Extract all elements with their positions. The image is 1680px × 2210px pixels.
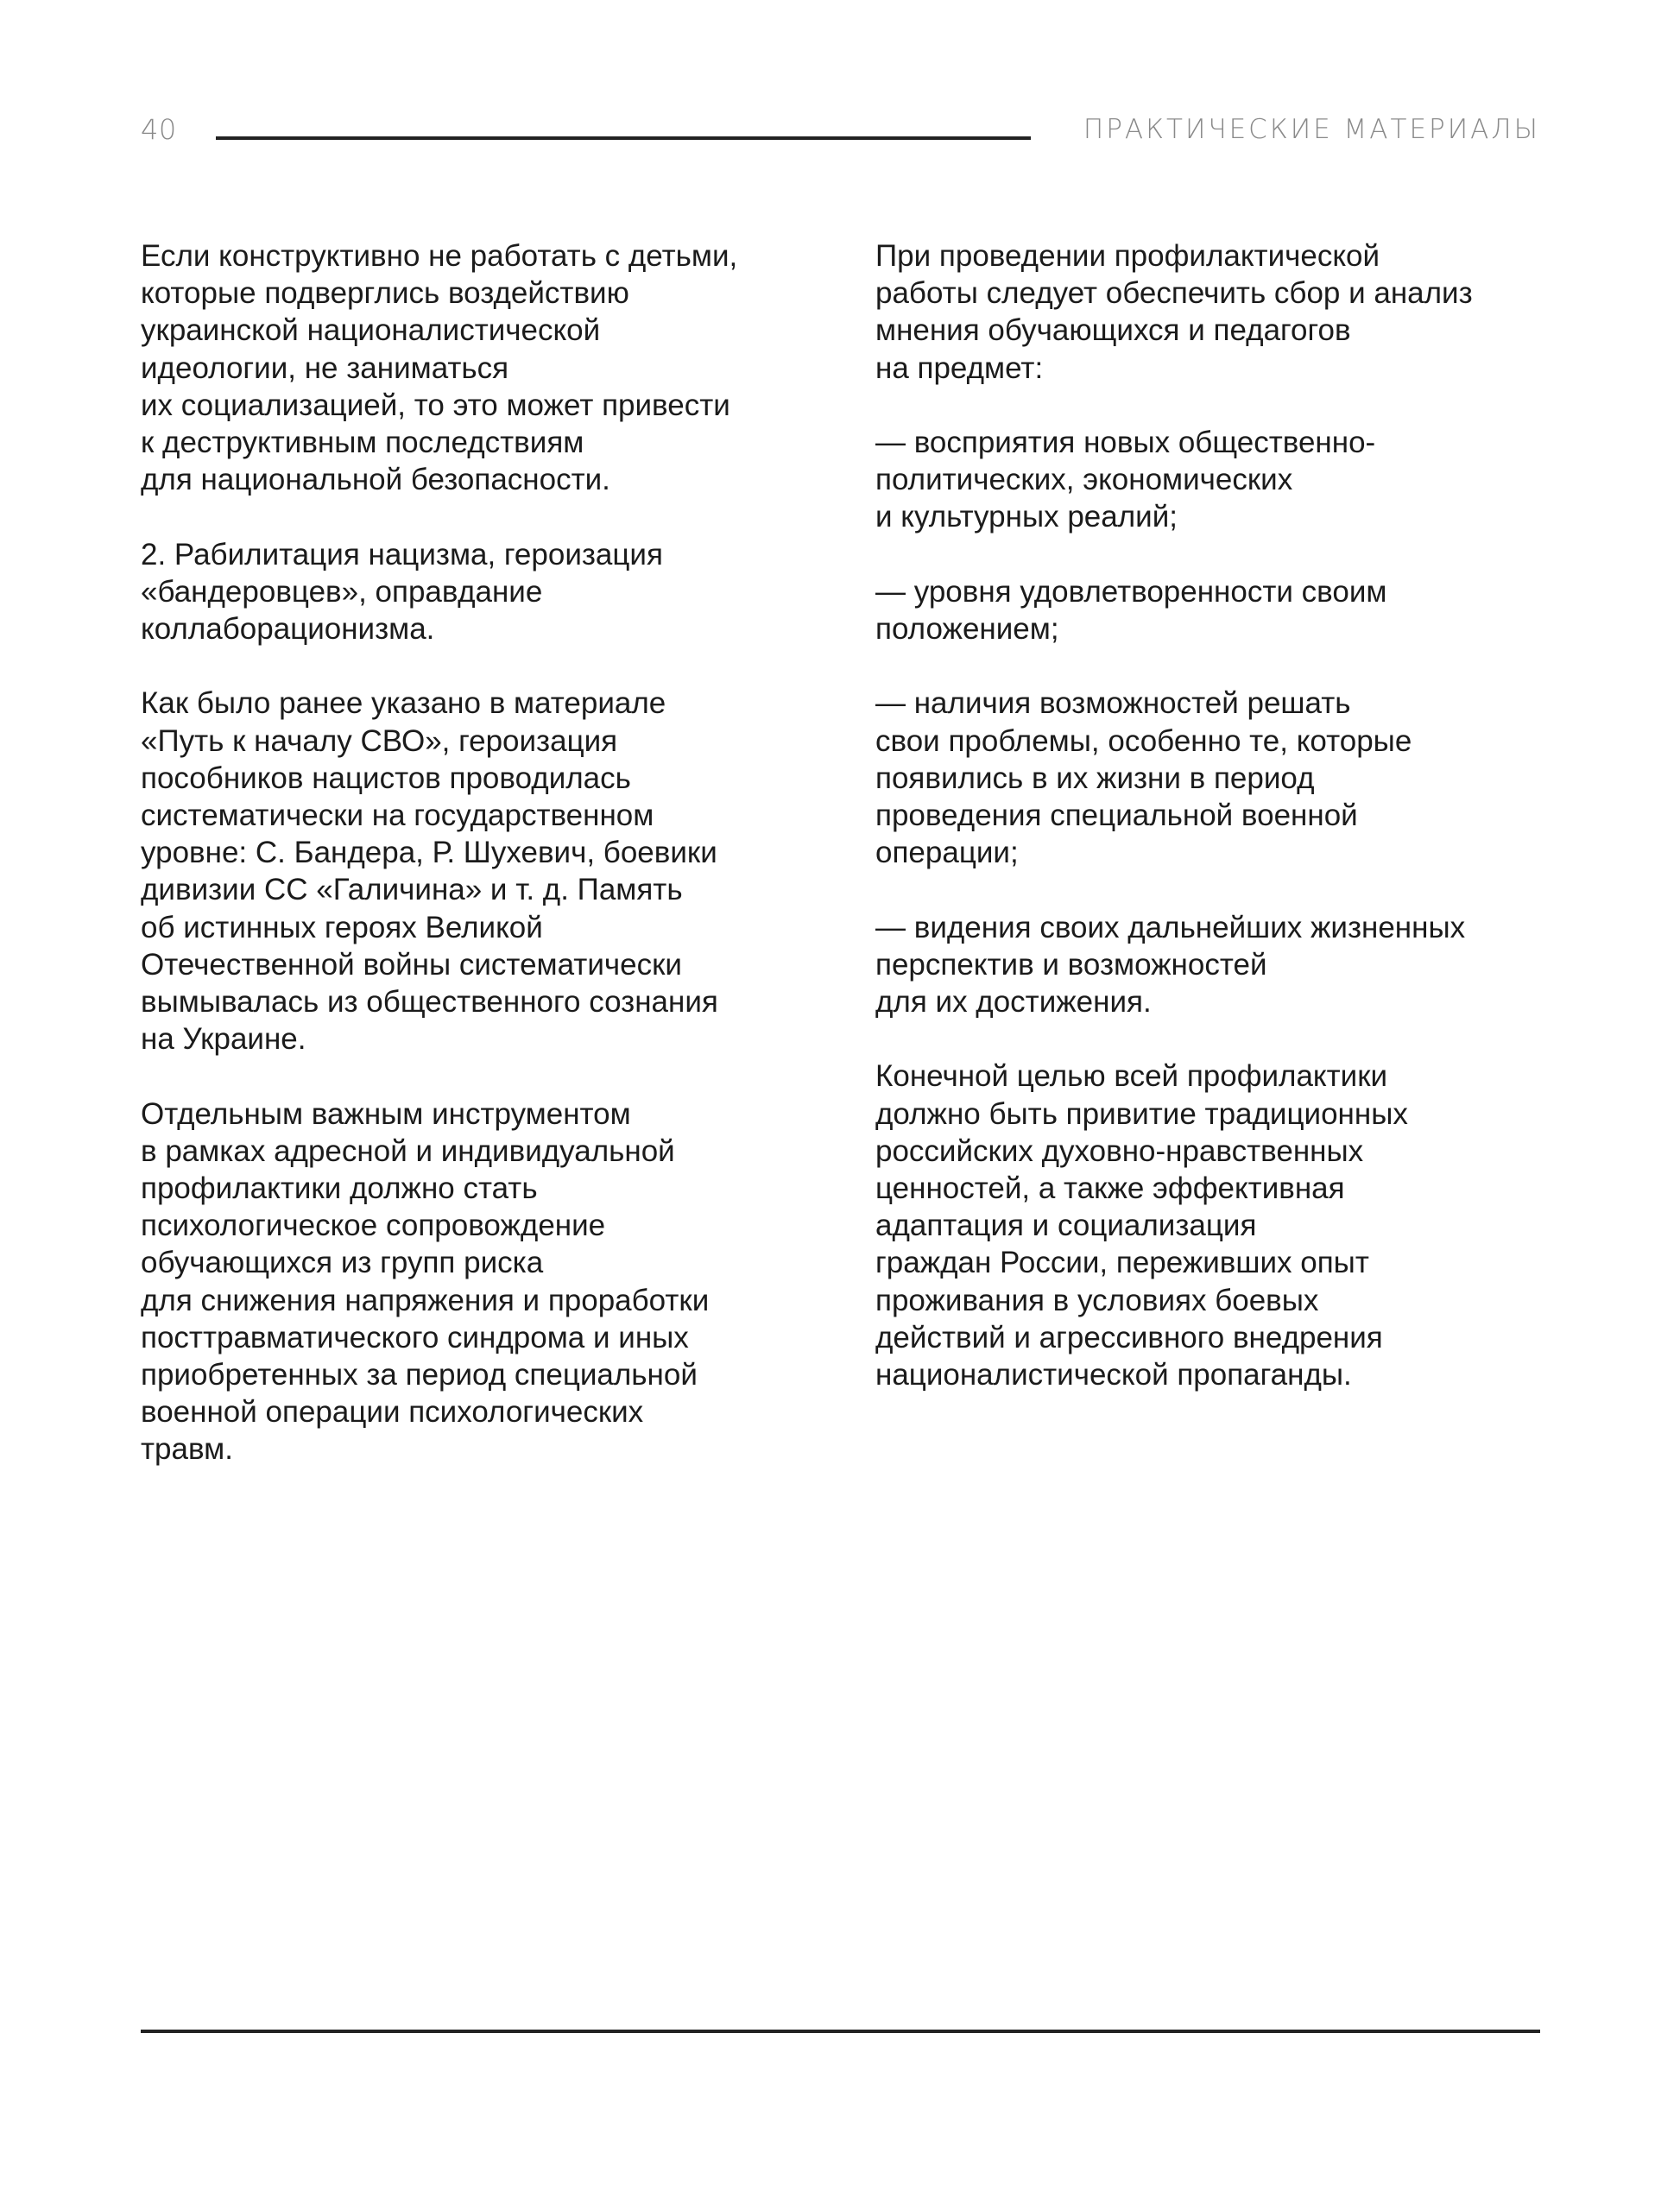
- text-line: об истинных героях Великой: [141, 910, 543, 944]
- text-line: на Украине.: [141, 1022, 306, 1057]
- text-line: психологическое сопровождение: [141, 1209, 606, 1243]
- page-header: [0, 0, 1680, 173]
- paragraph: [141, 685, 831, 1058]
- text-line: украинской националистической: [141, 313, 601, 348]
- list-item: [875, 424, 1566, 536]
- header-divider: [216, 136, 1031, 140]
- list-item: [875, 909, 1566, 1021]
- text-line: мнения обучающихся и педагогов: [875, 313, 1351, 348]
- text-line: на предмет:: [875, 350, 1044, 385]
- text-line: перспектив и возможностей: [875, 947, 1267, 982]
- paragraph: [141, 536, 831, 648]
- text-line: российских духовно-нравственных: [875, 1133, 1364, 1168]
- text-line: обучающихся из групп риска: [141, 1246, 544, 1280]
- text-line: Если конструктивно не работать с детьми,: [141, 239, 738, 273]
- text-line: их социализацией, то это может привести: [141, 388, 730, 422]
- text-line: вымывалась из общественного сознания: [141, 985, 718, 1020]
- text-line: — видения своих дальнейших жизненных: [875, 910, 1466, 944]
- paragraph: [141, 1096, 831, 1468]
- text-line: должно быть привитие традиционных: [875, 1096, 1408, 1131]
- page-number: 40: [141, 113, 177, 146]
- text-line: систематически на государственном: [141, 799, 654, 833]
- text-line: профилактики должно стать: [141, 1171, 538, 1206]
- text-line: идеологии, не заниматься: [141, 350, 509, 385]
- text-line: Отдельным важным инструментом: [141, 1096, 631, 1131]
- text-line: операции;: [875, 836, 1019, 870]
- text-line: — восприятия новых общественно-: [875, 426, 1376, 459]
- text-line: уровне: С. Бандера, Р. Шухевич, боевики: [141, 836, 717, 870]
- text-line: 2. Рабилитация нацизма, героизация: [141, 537, 663, 571]
- text-line: травм.: [141, 1432, 233, 1467]
- text-line: свои проблемы, особенно те, которые: [875, 723, 1412, 758]
- left-column: [141, 237, 831, 1506]
- text-line: появились в их жизни в период: [875, 761, 1315, 795]
- text-line: действий и агрессивного внедрения: [875, 1320, 1383, 1354]
- text-line: которые подверглись воздействию: [141, 276, 629, 311]
- list-item: [875, 685, 1566, 871]
- text-line: пособников нацистов проводилась: [141, 761, 631, 795]
- text-line: посттравматического синдрома и иных: [141, 1320, 689, 1354]
- text-line: к деструктивным последствиям: [141, 426, 584, 460]
- list-item: [875, 573, 1566, 647]
- paragraph: [875, 1058, 1566, 1393]
- text-line: дивизии СС «Галичина» и т. д. Память: [141, 873, 683, 907]
- text-line: «Путь к началу СВО», героизация: [141, 723, 618, 758]
- text-line: Отечественной войны систематически: [141, 947, 682, 982]
- text-line: Как было ранее указано в материале: [141, 686, 666, 721]
- text-line: для национальной безопасности.: [141, 463, 610, 497]
- text-line: ценностей, а также эффективная: [875, 1171, 1345, 1205]
- text-line: проведения специальной военной: [875, 799, 1358, 832]
- text-line: «бандеровцев», оправдание: [141, 574, 543, 609]
- text-line: работы следует обеспечить сбор и анализ: [875, 276, 1473, 311]
- footer-divider: [141, 2030, 1540, 2033]
- text-line: для их достижения.: [875, 985, 1152, 1019]
- text-line: положением;: [875, 612, 1059, 646]
- text-line: военной операции психологических: [141, 1395, 644, 1430]
- text-line: для снижения напряжения и проработки: [141, 1283, 710, 1317]
- right-column: [875, 237, 1566, 1430]
- text-line: — уровня удовлетворенности своим: [875, 574, 1387, 609]
- paragraph: [141, 237, 831, 498]
- text-line: адаптация и социализация: [875, 1209, 1257, 1243]
- text-line: граждан России, переживших опыт: [875, 1246, 1369, 1280]
- text-line: и культурных реалий;: [875, 500, 1178, 534]
- text-line: в рамках адресной и индивидуальной: [141, 1133, 675, 1168]
- text-line: Конечной целью всей профилактики: [875, 1059, 1388, 1094]
- paragraph: [875, 237, 1566, 387]
- text-line: При проведении профилактической: [875, 239, 1380, 273]
- text-line: проживания в условиях боевых: [875, 1283, 1319, 1317]
- text-line: националистической пропаганды.: [875, 1358, 1352, 1392]
- section-title: ПРАКТИЧЕСКИЕ МАТЕРИАЛЫ: [1083, 114, 1540, 145]
- text-line: коллаборационизма.: [141, 612, 435, 647]
- text-line: приобретенных за период специальной: [141, 1358, 698, 1392]
- text-line: политических, экономических: [875, 463, 1293, 497]
- text-line: — наличия возможностей решать: [875, 686, 1351, 721]
